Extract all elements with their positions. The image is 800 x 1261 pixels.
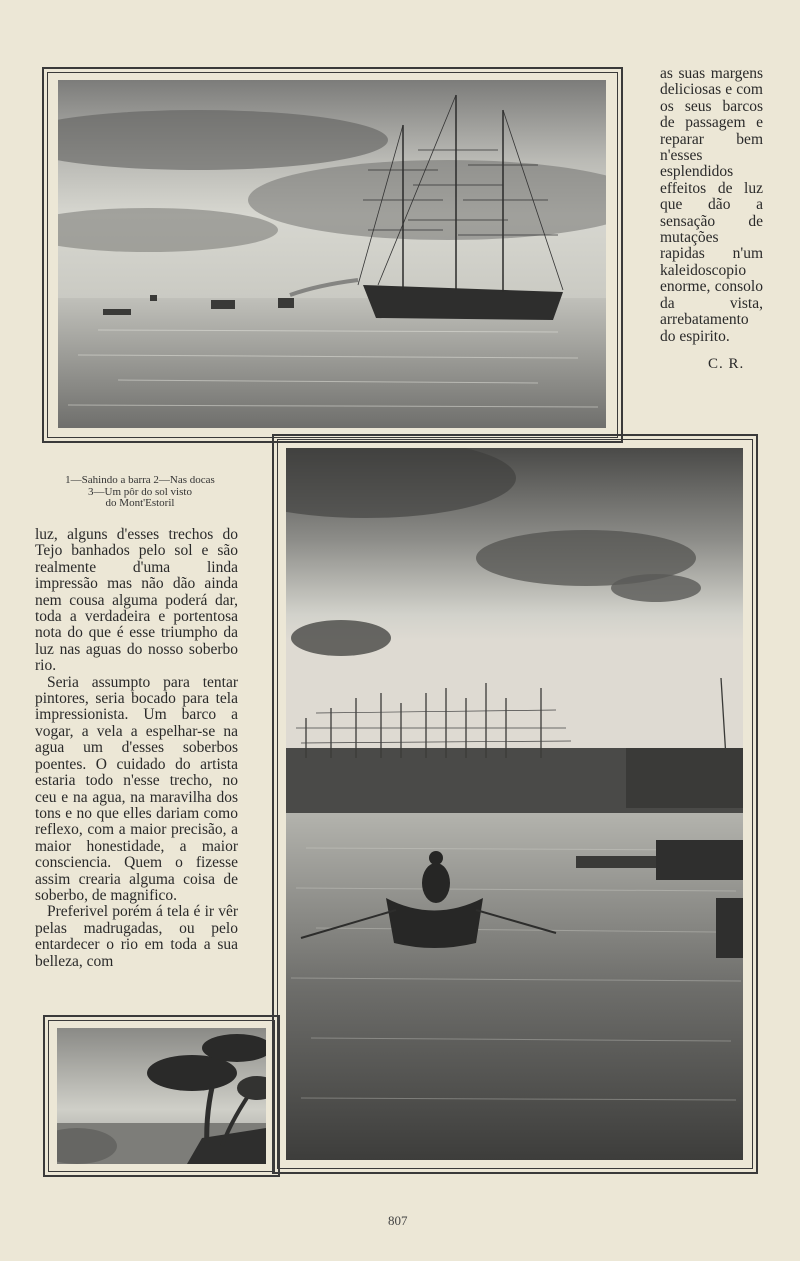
left-paragraph-1: luz, alguns d'esses trechos do Tejo banhados pelo sol e são realmente d'uma linda impressão mas não dão ainda nem cousa alguma poderá dar, toda a verdadeira e portentosa nota do que é esse triumpho da luz nas aguas do nosso soberbo rio. [35, 526, 238, 675]
left-column-text [35, 527, 238, 970]
page-number: 807 [388, 1213, 408, 1228]
left-paragraph-3: Preferivel porém á tela é ir vêr pelas madrugadas, ou pelo entardecer o rio em toda a sua belleza, com [35, 903, 238, 970]
photo-sailing-ship [58, 80, 606, 428]
right-column-text [660, 66, 763, 345]
left-paragraph-2: Seria assumpto para tentar pintores, seria bocado para tela impressionista. Um barco a vogar, a vela a espelhar-se na agua um d'esses soberbos poentes. O cuidado do artista estaria todo n'esse trecho, no ceu e na agua, na maravilha dos tons e no que elles dariam como reflexo, com a maior precisão, a maior honestidade, a maior consciencia. Quem o fizesse assim crearia alguma coisa de soberbo, de magnifico. [35, 673, 238, 904]
photo-docks [286, 448, 743, 1160]
caption-line-3: do Mont'Estoril [105, 497, 175, 509]
author-signature: C. R. [708, 356, 745, 372]
photo-sunset-estoril [57, 1028, 266, 1164]
right-column-paragraph: as suas margens deliciosas e com os seus barcos de passagem e reparar bem n'esses esplendidos effeitos de luz que dão a sensação de mutações rapidas n'um kaleidoscopio enorme, consolo da vista, arrebatamento do espirito. [660, 65, 763, 345]
photo-caption [40, 475, 240, 510]
caption-line-2: 3—Um pôr do sol visto [88, 485, 192, 498]
caption-line-1: 1—Sahindo a barra 2—Nas docas [65, 474, 215, 486]
